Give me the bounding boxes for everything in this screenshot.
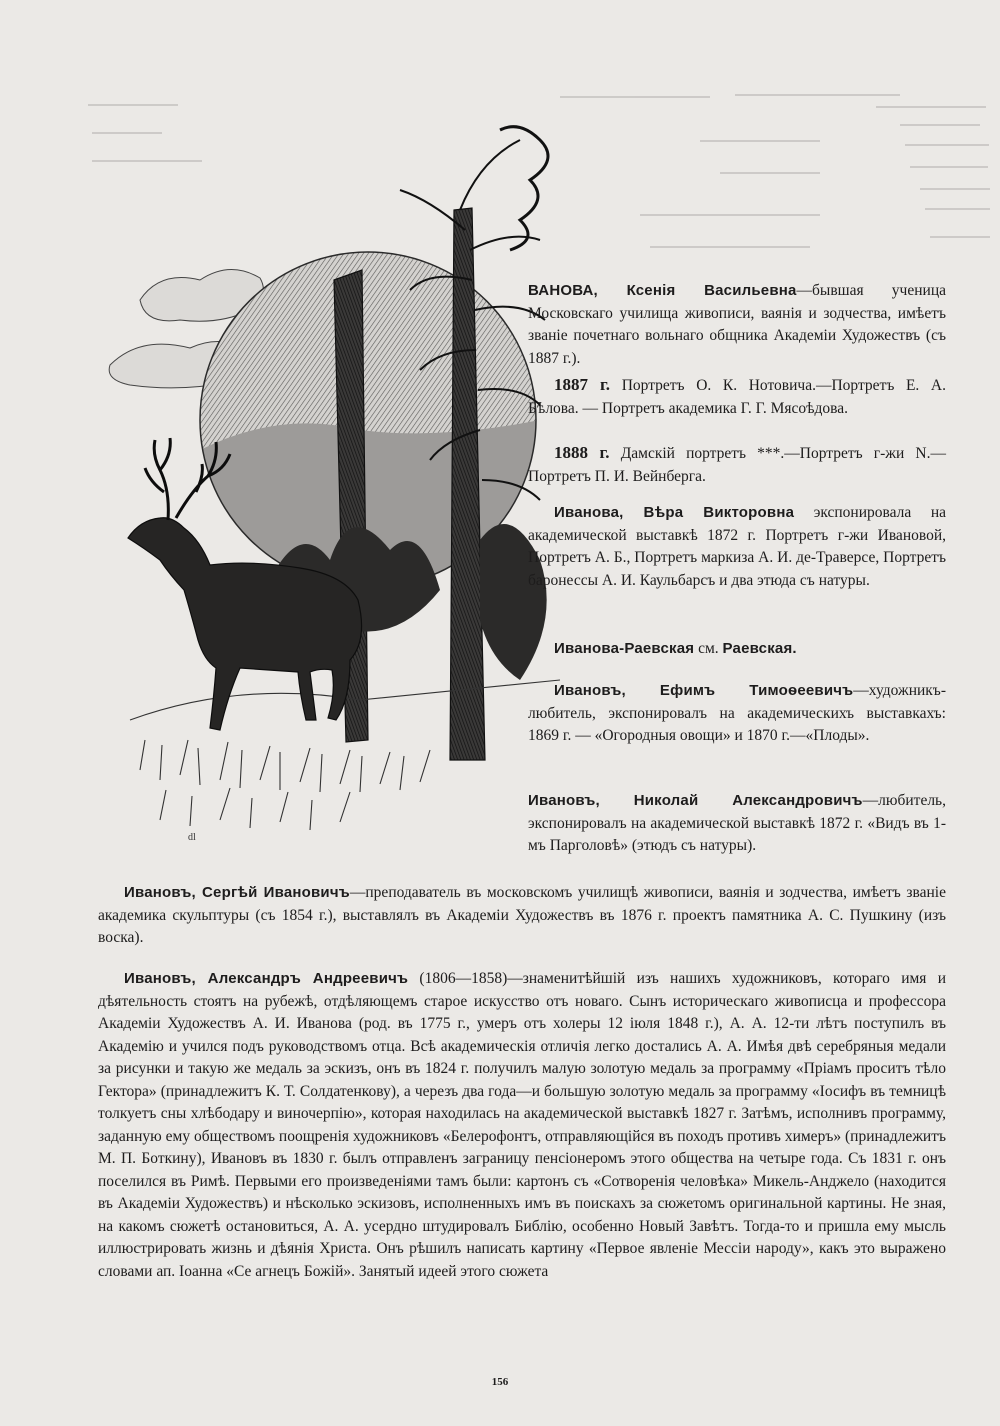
svg-text:dl: dl (188, 832, 196, 843)
entry-heading: Ивановъ, Александръ Андреевичъ (124, 970, 409, 987)
entry-text: —любитель, экспонировалъ на академической выставкѣ 1872 г. «Видъ въ 1-мъ Парголовѣ» (этюдъ съ натуры). (528, 792, 946, 854)
entry-text: (1806—1858)—знаменитѣйшій изъ нашихъ художниковъ, котораго имя и дѣятельность стоятъ на рубежѣ, отдѣляющемъ старое искусство отъ новаго. Сынъ историческаго живописца и профессора Академіи Художествъ А. И. Иванова (род. въ 1775 г., умеръ отъ холеры 12 іюля 1848 г.), А. А. 12-ти лѣтъ поступилъ въ Академію и учился подъ руководствомъ отца. Всѣ академическія отличія легко достались А. А. Имѣя двѣ серебряныя медали за рисунки и такую же медаль за эскизъ, онъ въ 1824 г. получилъ малую золотую медаль за программу «Пріамъ проситъ тѣло Гектора» (принадлежитъ К. Т. Солдатенкову), а черезъ два года—и большую золотую медаль за программу «Іосифъ въ темницѣ толкуетъ сны хлѣбодару и виночерпію», которая находилась на академической выставкѣ 1827 г. Затѣмъ, исполнивъ программу, заданную ему обществомъ поощренія художниковъ «Белерофонтъ, отправляющійся въ походъ противъ химеръ» (принадлежитъ М. П. Боткину), Ивановъ въ 1830 г. былъ отправленъ заграницу пенсіонеромъ этого общества на четыре года. Съ 1831 г. онъ поселился въ Римѣ. Первыми его произведеніями тамъ были: картонъ съ «Сотворенія человѣка» Микель-Анджело (находится въ Академіи Художествъ) и нѣсколько эскизовъ, исполненныхъ имъ въ поискахъ за сюжетомъ оригинальной картины. Не зная, на какомъ сюжетѣ остановиться, А. А. усердно штудировалъ Библію, особенно Новый Завѣтъ. Тогда-то и пришла ему мысль иллюстрировать жизнь и дѣянія Христа. Онъ рѣшилъ написать картину «Первое явленіе Мессіи народу», какъ это выражено словами ап. Іоанна «Се агнецъ Божій». Занятый идеей этого сюжета (98, 970, 946, 1280)
entry-nikolai (528, 790, 946, 858)
see-label: см. (694, 640, 723, 657)
entry-text: —бывшая ученица Московскаго училища живописи, ваянія и зодчества, имѣетъ званіе почетнаго вольнаго общника Академіи Художествъ (съ 1887 г.). (528, 282, 946, 367)
entry-sergei (98, 882, 946, 950)
entry-text: —художникъ-любитель, экспонировалъ на академическихъ выставкахъ: 1869 г. — «Огородныя овощи» и 1870 г.—«Плоды». (528, 682, 946, 744)
deer-forest-engraving (100, 120, 570, 850)
entry-heading: Ивановъ, Ефимъ Тимоѳеевичъ (554, 682, 854, 699)
cross-reference: Раевская. (722, 640, 797, 657)
entry-heading: Иванова-Раевская (554, 640, 695, 657)
entry-heading: Иванова, Вѣра Викторовна (554, 504, 795, 521)
entry-vanova-1888 (528, 442, 946, 488)
entry-text: экспонировала на академической выставкѣ 1872 г. Портретъ г-жи Ивановой, Портретъ А. Б., Портретъ маркиза А. И. де-Траверсе, Портретъ баронессы А. И. Каульбарсъ и два этюда съ натуры. (528, 504, 946, 589)
year-label: 1887 г. (554, 375, 611, 394)
works-list: Дамскій портретъ ***.—Портретъ г-жи N.—Портретъ П. И. Вейнберга. (528, 445, 946, 485)
entry-heading: Ивановъ, Николай Александровичъ (528, 792, 863, 809)
entry-efim (528, 680, 946, 748)
entry-heading: ВАНОВА, Ксенія Васильевна (528, 282, 797, 299)
entry-text: —преподаватель въ московскомъ училищѣ живописи, ваянія и зодчества, имѣетъ званіе академика скульптуры (съ 1854 г.), выставлялъ въ Академіи Художествъ въ 1876 г. проектъ памятника А. С. Пушкину (изъ воска). (98, 884, 946, 946)
entry-vanova-1887 (528, 374, 946, 420)
entry-vanova (528, 280, 946, 370)
entry-raevskaya (528, 638, 946, 661)
year-label: 1888 г. (554, 443, 610, 462)
entry-heading: Ивановъ, Сергѣй Ивановичъ (124, 884, 350, 901)
works-list: Портретъ О. К. Нотовича.—Портретъ Е. А. Бѣлова. — Портретъ академика Г. Г. Мясоѣдова. (528, 377, 946, 417)
page-number: 156 (491, 1376, 509, 1388)
entry-alexander (98, 968, 946, 1283)
entry-vera (528, 502, 946, 592)
